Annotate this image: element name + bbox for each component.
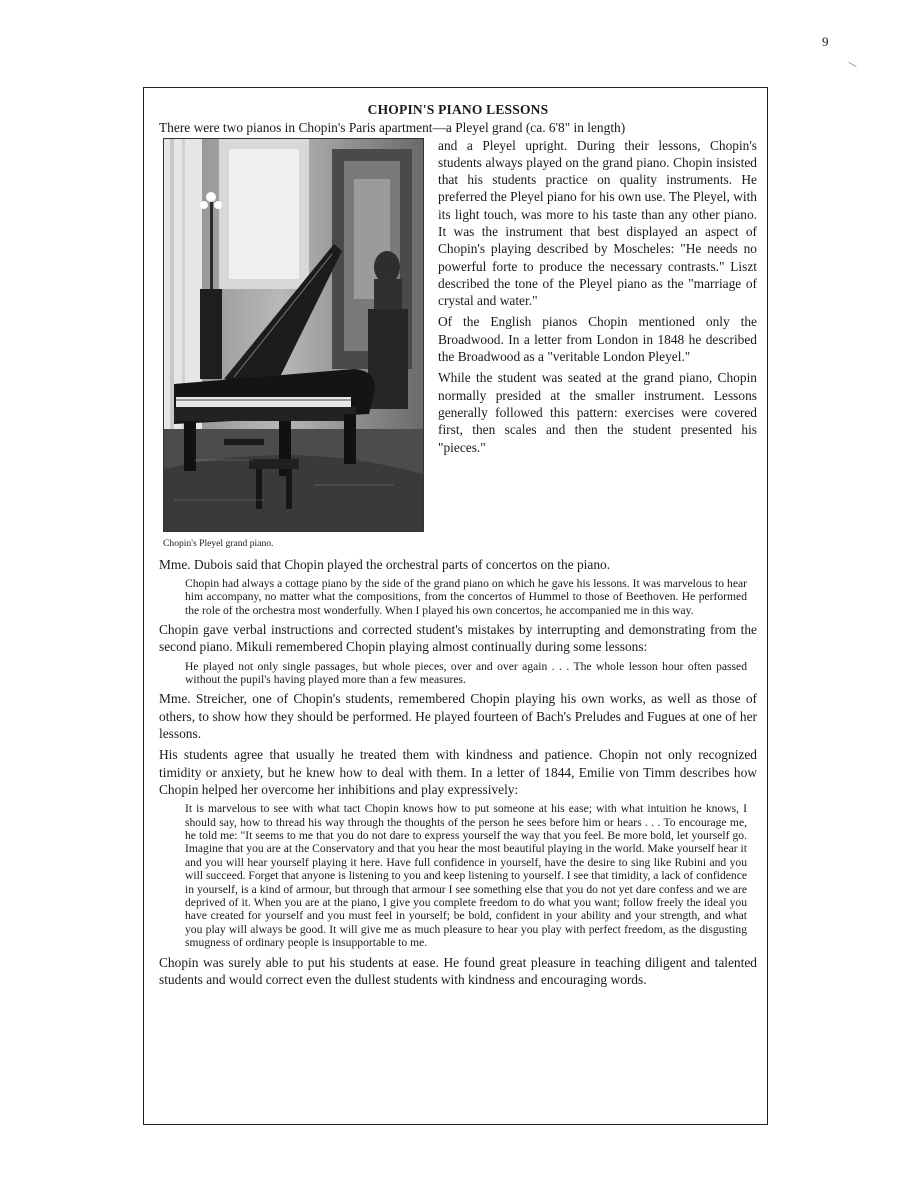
article-title: CHOPIN'S PIANO LESSONS bbox=[367, 102, 549, 117]
streicher-paragraph: Mme. Streicher, one of Chopin's students, remembered Chopin playing his own works, as well as those of others, to show how they should be performed. He played fourteen of Bach's Preludes and Fugues at one of her lessons. bbox=[159, 691, 757, 742]
corner-mark bbox=[848, 62, 856, 67]
seated-paragraph: While the student was seated at the grand piano, Chopin normally presided at the smaller instrument. Lessons generally followed this pattern: exercises were covered first, then scales and then the student presented his "pieces." bbox=[438, 370, 757, 455]
broadwood-paragraph: Of the English pianos Chopin mentioned only the Broadwood. In a letter from London in 1848 he described the Broadwood as a "veritable London Pleyel." bbox=[438, 314, 757, 365]
dubois-quote: Chopin had always a cottage piano by the side of the grand piano on which he gave his lessons. It was marvelous to hear him accompany, no matter what the compositions, from the concertos of Hummel to those of Beethoven. He performed the role of the orchestra most wonderfully. When I played his own concertos, he accompanied me in this way. bbox=[185, 576, 747, 617]
page-number: 9 bbox=[822, 34, 829, 49]
piano-figure bbox=[163, 138, 424, 550]
verbal-paragraph: Chopin gave verbal instructions and corrected student's mistakes by interrupting and demonstrating from the second piano. Mikuli remembered Chopin playing almost continually during some lessons: bbox=[159, 622, 757, 655]
closing-paragraph: Chopin was surely able to put his students at ease. He found great pleasure in teaching diligent and talented students and would correct even the dullest students with kindness and encouraging words. bbox=[159, 954, 757, 987]
article-frame bbox=[143, 87, 768, 1125]
intro-first-line: There were two pianos in Chopin's Paris apartment—a Pleyel grand (ca. 6'8" in length) bbox=[159, 120, 626, 135]
dubois-paragraph: Mme. Dubois said that Chopin played the orchestral parts of concertos on the piano. bbox=[159, 556, 611, 572]
figure-section bbox=[159, 137, 757, 550]
kindness-paragraph: His students agree that usually he treated them with kindness and patience. Chopin not only recognized timidity or anxiety, but he knew how to deal with them. In a letter of 1844, Emilie von Timm describes how Chopin helped her overcome her inhibitions and play expressively: bbox=[159, 747, 757, 797]
mikuli-quote: He played not only single passages, but whole pieces, over and over again . . . The whole lesson hour often passed without the pupil's having played more than a few measures. bbox=[185, 659, 747, 687]
timm-quote: It is marvelous to see with what tact Chopin knows how to put someone at his ease; with what intuition he knows, I should say, how to thread his way through the thoughts of the person he sees before him or hears . . . To encourage me, he told me: "It seems to me that you do not dare to express yourself the way that you feel. Be more bold, let yourself go. Imagine that you are at the Conservatory and that you hear the most beautiful playing in the world. Make yourself hear it and you will hear yourself playing it here. Have full confidence in yourself, have the desire to sing like Rubini and you will succeed. Forget that anyone is listening to you and keep listening to yourself. I see that timidity, a lack of confidence in yourself, is a kind of armour, but through that armour I see something else that you do not yet dare confess and we are deprived of it. When you are at the piano, I give you complete freedom to do what you want; follow freely the ideal you have created for yourself and you must feel in yourself; be bold, confident in your ability and your strength, and what you play will always be good. It will give me as much pleasure to hear you play with perfect freedom, as the disgusting smugness of ordinary people is insupportable to me. bbox=[185, 802, 747, 950]
intro-paragraph: and a Pleyel upright. During their lessons, Chopin's students always played on the grand piano. Chopin insisted that his students practice on quality instruments. He preferred the Pleyel piano for his own use. The Pleyel, with its light touch, was more to his taste than any other piano. It was the instrument that best displayed an aspect of Chopin's playing described by Moscheles: "He needs no powerful forte to produce the necessary contrasts." Liszt described the tone of the Pleyel piano as the "marriage of crystal and water." bbox=[438, 137, 757, 309]
pleyel-piano-photo bbox=[163, 138, 424, 532]
figure-caption: Chopin's Pleyel grand piano. bbox=[163, 537, 274, 549]
